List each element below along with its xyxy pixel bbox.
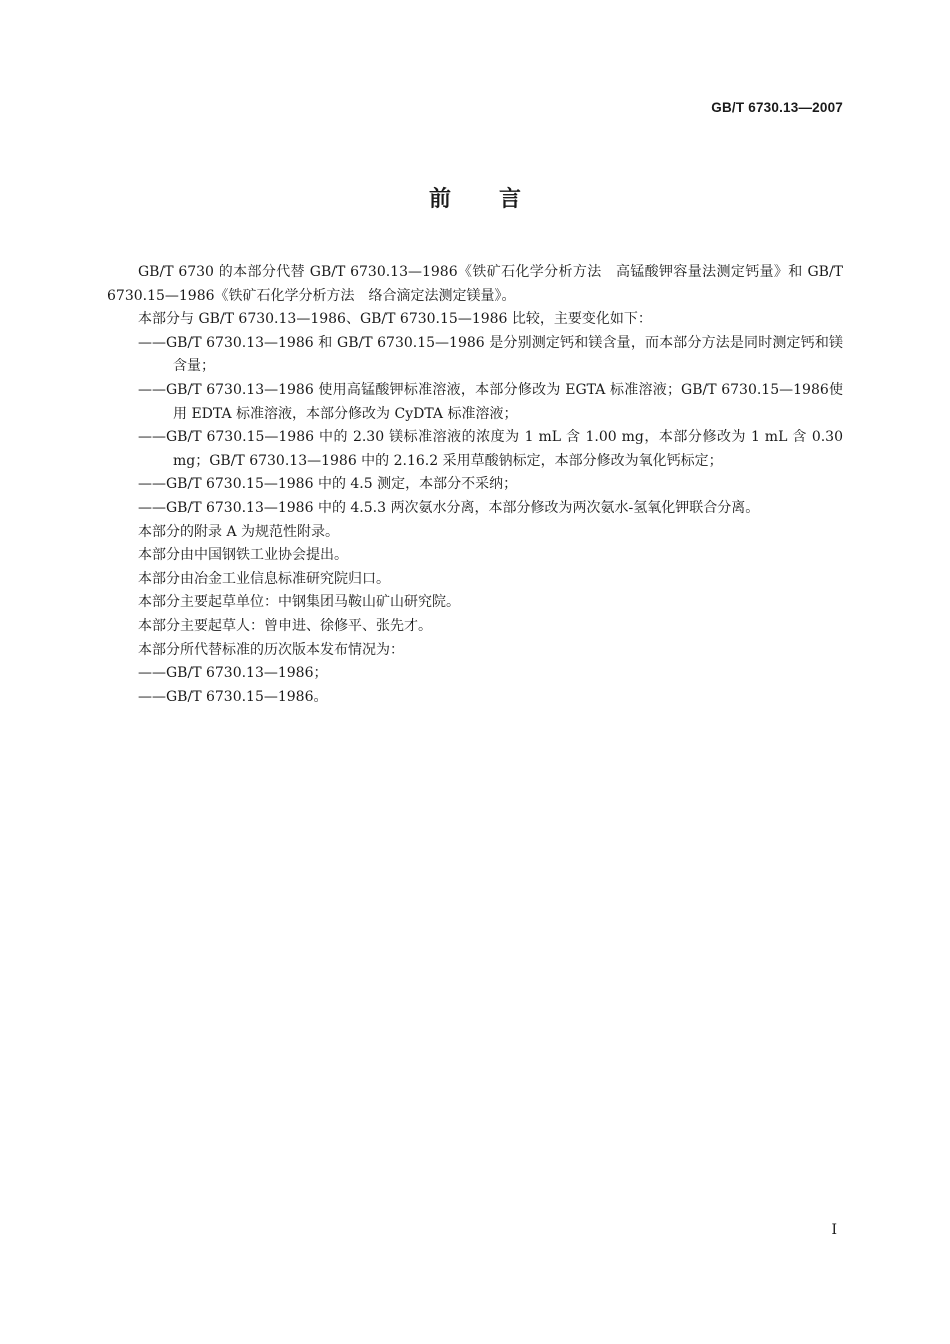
- info-proposer: 本部分由中国钢铁工业协会提出。: [138, 547, 348, 564]
- page-number: I: [831, 1222, 837, 1238]
- page-title: 前言: [428, 187, 569, 212]
- info-centralized: 本部分由冶金工业信息标准研究院归口。: [138, 570, 390, 587]
- info-drafters: 本部分主要起草人：曾申进、徐修平、张先才。: [138, 617, 432, 634]
- change-item: ——GB/T 6730.13—1986 和 GB/T 6730.15—1986 是分别测定钙和镁含量，而本部分方法是同时测定钙和镁含量；: [138, 334, 843, 375]
- change-item: ——GB/T 6730.13—1986 中的 4.5.3 两次氨水分离，本部分修改为两次氨水-氢氧化钾联合分离。: [138, 499, 760, 516]
- change-item: ——GB/T 6730.15—1986 中的 2.30 镁标准溶液的浓度为 1 mL 含 1.00 mg，本部分修改为 1 mL 含 0.30 mg；GB/T 6730.13—1986 中的 2.16.2 采用草酸钠标定，本部分修改为氧化钙标定；: [138, 429, 843, 469]
- paragraph-comparison: 本部分与 GB/T 6730.13—1986、GB/T 6730.15—1986 比较，主要变化如下：: [138, 311, 652, 328]
- replaced-version-item: ——GB/T 6730.15—1986。: [138, 688, 328, 705]
- paragraph-replacement: GB/T 6730 的本部分代替 GB/T 6730.13—1986《铁矿石化学分析方法 高锰酸钾容量法测定钙量》和 GB/T 6730.15—1986《铁矿石化学分析方法 络合滴定法测定镁量》。: [107, 264, 843, 304]
- foreword-body: [107, 261, 843, 709]
- standard-code: GB/T 6730.13—2007: [711, 100, 843, 115]
- info-history: 本部分所代替标准的历次版本发布情况为：: [138, 641, 404, 658]
- change-item: ——GB/T 6730.15—1986 中的 4.5 测定，本部分不采纳；: [138, 476, 518, 493]
- replaced-version-item: ——GB/T 6730.13—1986；: [138, 665, 328, 682]
- info-annex: 本部分的附录 A 为规范性附录。: [138, 523, 340, 540]
- change-item: ——GB/T 6730.13—1986 使用高锰酸钾标准溶液，本部分修改为 EGTA 标准溶液；GB/T 6730.15—1986使用 EDTA 标准溶液，本部分修改为 CyDTA 标准溶液；: [138, 381, 843, 422]
- info-drafting-unit: 本部分主要起草单位：中钢集团马鞍山矿山研究院。: [138, 594, 460, 611]
